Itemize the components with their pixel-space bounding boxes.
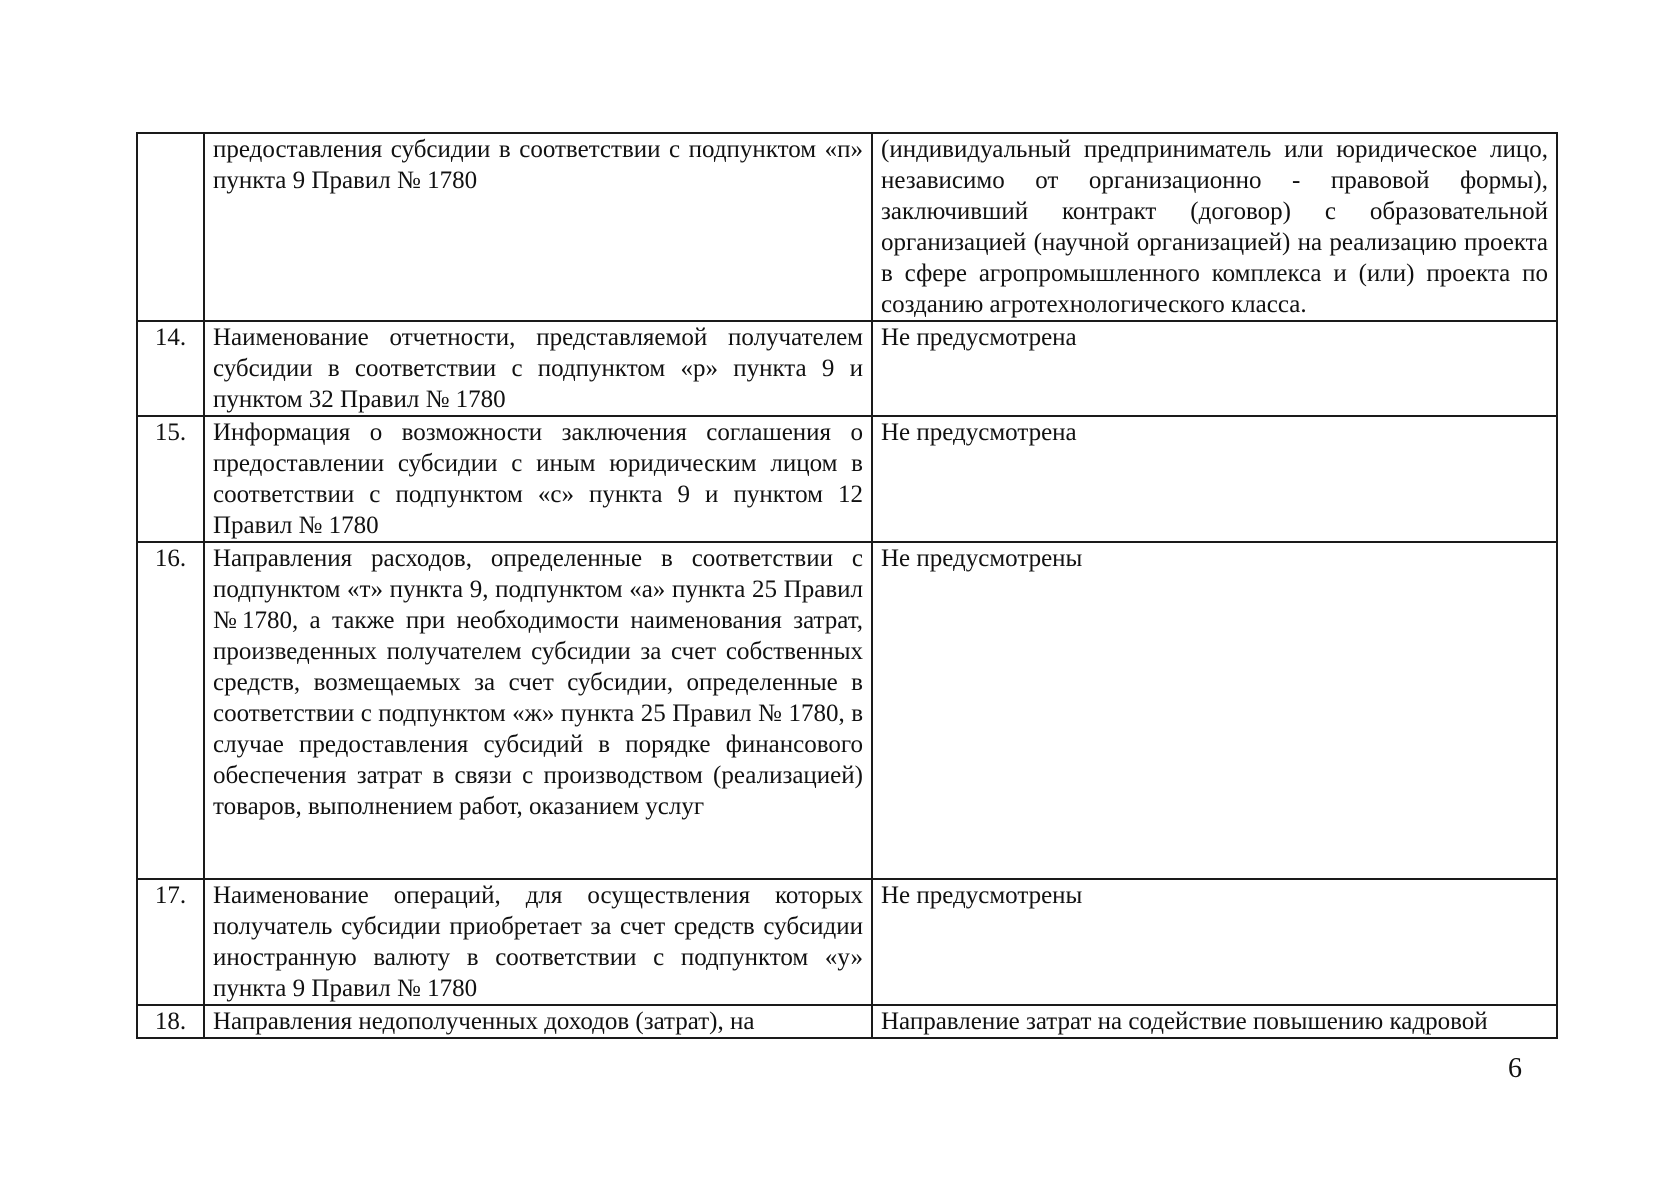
row-number: 15. [137,416,204,542]
row-number: 17. [137,879,204,1005]
row-name: Наименование операций, для осуществления которых получатель субсидии приобретает за счет средств субсидии иностранную валюту в соответствии с подпунктом «у» пункта 9 Правил № 1780 [204,879,872,1005]
row-name: предоставления субсидии в соответствии с подпунктом «п» пункта 9 Правил № 1780 [204,133,872,321]
row-value: Не предусмотрена [872,321,1557,416]
row-number: 14. [137,321,204,416]
table-row [137,1005,1557,1038]
row-number [137,133,204,321]
row-value: Не предусмотрена [872,416,1557,542]
table-row [137,542,1557,879]
row-number: 16. [137,542,204,879]
row-value: Направление затрат на содействие повышению кадровой [872,1005,1557,1038]
row-value: Не предусмотрены [872,542,1557,879]
row-value: (индивидуальный предприниматель или юридическое лицо, независимо от организационно - правовой формы), заключивший контракт (договор) с образовательной организацией (научной организацией) на реализацию проекта в сфере агропромышленного комплекса и (или) проекта по созданию агротехнологического класса. [872,133,1557,321]
row-number: 18. [137,1005,204,1038]
row-name: Направления расходов, определенные в соответствии с подпунктом «т» пункта 9, подпунктом «а» пункта 25 Правил №1780, а также при необходимости наименования затрат, произведенных получателем субсидии за счет собственных средств, возмещаемых за счет субсидии, определенные в соответствии с подпунктом «ж» пункта 25 Правил № 1780, в случае предоставления субсидий в порядке финансового обеспечения затрат в связи с производством (реализацией) товаров, выполнением работ, оказанием услуг [204,542,872,879]
requirements-table [136,132,1558,1039]
page-number: 6 [1508,1053,1522,1084]
table-row [137,879,1557,1005]
row-name: Информация о возможности заключения соглашения о предоставлении субсидии с иным юридическим лицом в соответствии с подпунктом «с» пункта 9 и пунктом 12 Правил № 1780 [204,416,872,542]
row-value: Не предусмотрены [872,879,1557,1005]
row-name: Направления недополученных доходов (затрат), на [204,1005,872,1038]
table-row [137,133,1557,321]
row-name: Наименование отчетности, представляемой получателем субсидии в соответствии с подпунктом «р» пункта 9 и пунктом 32 Правил № 1780 [204,321,872,416]
table-row [137,416,1557,542]
table-row [137,321,1557,416]
